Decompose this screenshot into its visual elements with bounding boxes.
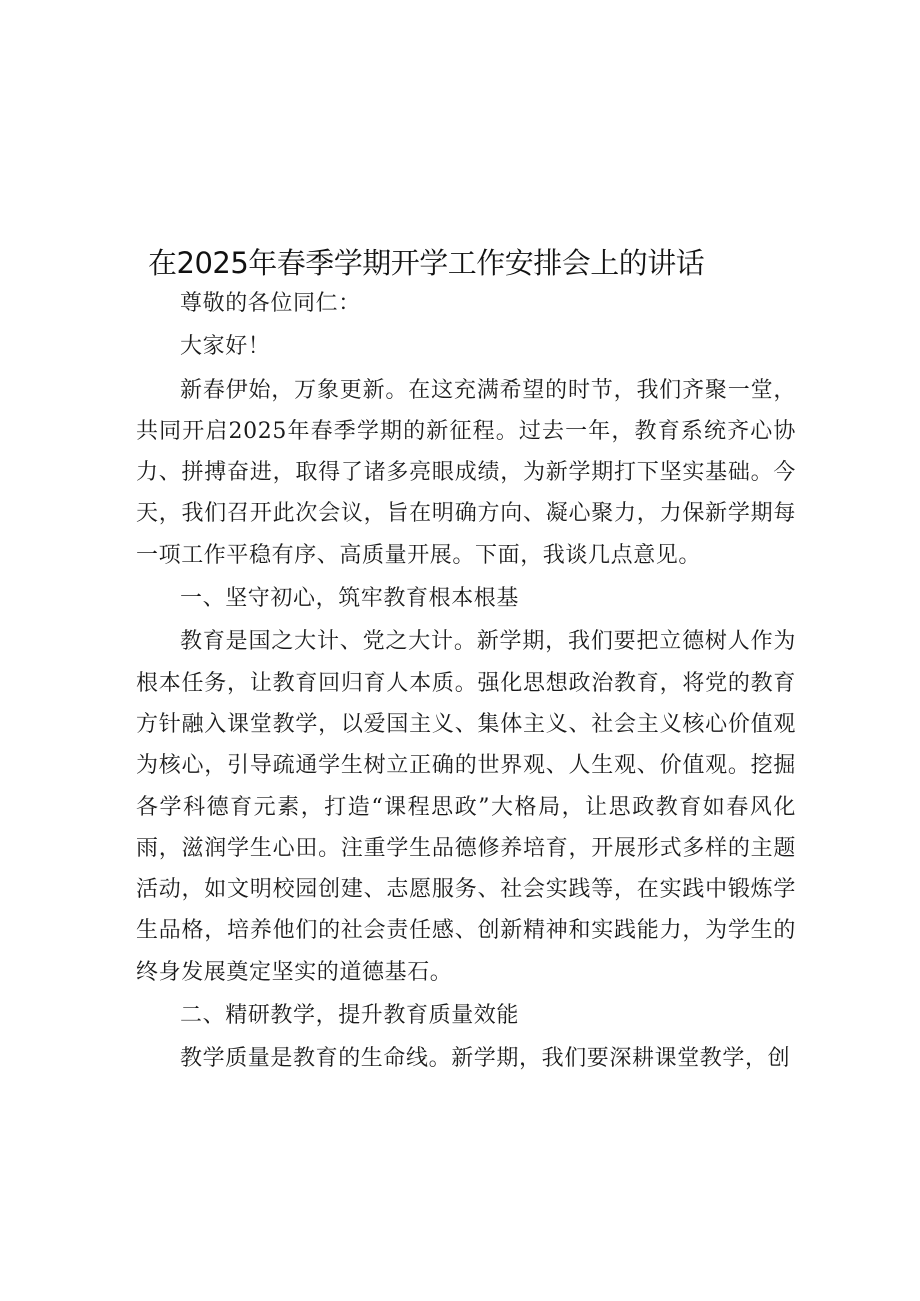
salutation: 尊敬的各位同仁： bbox=[180, 291, 361, 316]
section-1-paragraph: 教育是国之大计、党之大计。新学期，我们要把立德树人作为根本任务，让教育回归育人本质。强化思想政治教育，将党的教育方针融入课堂教学，以爱国主义、集体主义、社会主义核心价值观为核心，引导疏通学生树立正确的世界观、人生观、价值观。挖掘各学科德育元素，打造“课程思政”大格局，让思政教育如春风化雨，滋润学生心田。注重学生品德修养培育，开展形式多样的主题活动，如文明校园创建、志愿服务、社会实践等，在实践中锻炼学生品格，培养他们的社会责任感、创新精神和实践能力，为学生的终身发展奠定坚实的道德基石。 bbox=[136, 629, 796, 985]
section-2-paragraph: 教学质量是教育的生命线。新学期，我们要深耕课堂教学，创 bbox=[180, 1046, 791, 1072]
document-title: 在2025年春季学期开学工作安排会上的讲话 bbox=[148, 246, 705, 281]
section-1-heading: 一、坚守初心，筑牢教育根本根基 bbox=[180, 586, 520, 612]
section-2-heading: 二、精研教学，提升教育质量效能 bbox=[180, 1003, 520, 1029]
document-body bbox=[136, 283, 796, 1080]
intro-paragraph: 新春伊始，万象更新。在这充满希望的时节，我们齐聚一堂，共同开启2025年春季学期的新征程。过去一年，教育系统齐心协力、拼搏奋进，取得了诸多亮眼成绩，为新学期打下坚实基础。今天，我们召开此次会议，旨在明确方向、凝心聚力，力保新学期每一项工作平稳有序、高质量开展。下面，我谈几点意见。 bbox=[136, 377, 796, 568]
greeting: 大家好！ bbox=[180, 334, 271, 360]
